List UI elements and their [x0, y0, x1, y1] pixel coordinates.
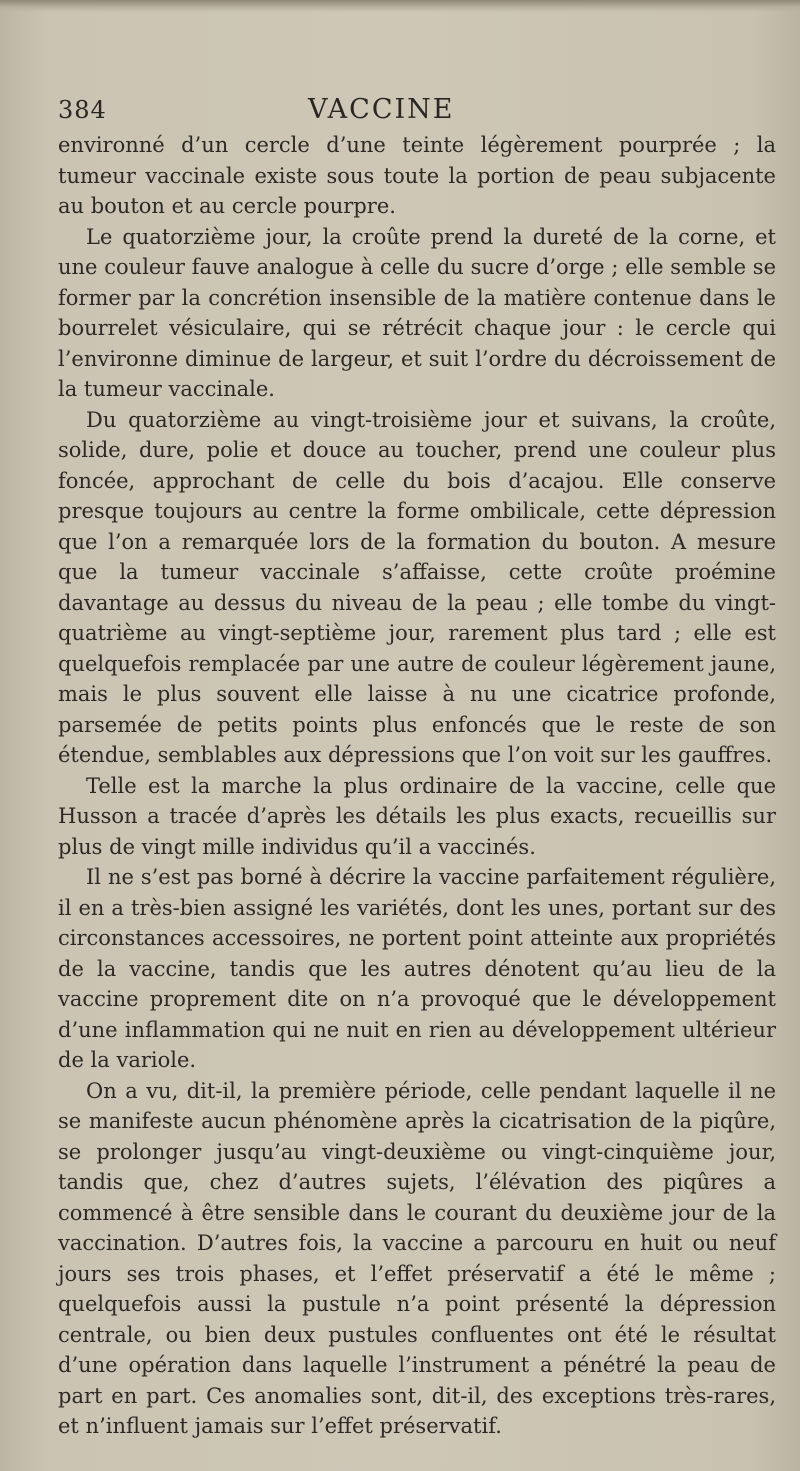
paragraph: Le quatorzième jour, la croûte prend la dureté de la corne, et une couleur fauve analogue à celle du sucre d’orge ; elle semble se former par la concrétion insensible de la matière contenue dans le bourrelet vésiculaire, qui se rétrécit chaque jour : le cercle qui l’environne diminue de largeur, et suit l’ordre du décroissement de la tumeur vaccinale.	[58, 224, 776, 401]
page-header	[58, 92, 758, 126]
body-text	[58, 130, 776, 1442]
page-number: 384	[58, 96, 107, 124]
paragraph: Du quatorzième au vingt-troisième jour et suivans, la croûte, solide, dure, polie et douce au toucher, prend une couleur plus foncée, approchant de celle du bois d’acajou. Elle conserve presque toujours au centre la forme ombilicale, cette dépression que l’on a remarquée lors de la formation du bouton. A mesure que la tumeur vaccinale s’affaisse, cette croûte proémine davantage au dessus du niveau de la peau ; elle tombe du vingt-quatrième au vingt-septième jour, rarement plus tard ; elle est quelquefois remplacée par une autre de couleur légèrement jaune, mais le plus souvent elle laisse à nu une cicatrice profonde, parsemée de petits points plus enfoncés que le reste de son étendue, semblables aux dépressions que l’on voit sur les gauffres.	[58, 407, 776, 767]
paragraph-continuation: environné d’un cercle d’une teinte légèrement pourprée ; la tumeur vaccinale existe sous toute la portion de peau subjacente au bouton et au cercle pourpre.	[58, 133, 776, 218]
paragraph: Il ne s’est pas borné à décrire la vaccine parfaitement régulière, il en a très-bien assigné les variétés, dont les unes, portant sur des circonstances accessoires, ne portent point atteinte aux propriétés de la vaccine, tandis que les autres dénotent qu’au lieu de la vaccine proprement dite on n’a provoqué que le développement d’une inflammation qui ne nuit en rien au développement ultérieur de la variole.	[58, 865, 776, 1072]
page-top-edge	[0, 0, 800, 12]
paragraph: On a vu, dit-il, la première période, celle pendant laquelle il ne se manifeste aucun phénomène après la cicatrisation de la piqûre, se prolonger jusqu’au vingt-deuxième ou vingt-cinquième jour, tandis que, chez d’autres sujets, l’élévation des piqûres a commencé à être sensible dans le courant du deuxième jour de la vaccination. D’autres fois, la vaccine a parcouru en huit ou neuf jours ses trois phases, et l’effet préservatif a été le même ; quelquefois aussi la pustule n’a point présenté la dépression centrale, ou bien deux pustules confluentes ont été le résultat d’une opération dans laquelle l’instrument a pénétré la peau de part en part. Ces anomalies sont, dit-il, des exceptions très-rares, et n’influent jamais sur l’effet préservatif.	[58, 1078, 776, 1438]
paragraph: Telle est la marche la plus ordinaire de la vaccine, celle que Husson a tracée d’après les détails les plus exacts, recueillis sur plus de vingt mille individus qu’il a vaccinés.	[58, 773, 776, 859]
running-head: VACCINE	[308, 94, 455, 125]
